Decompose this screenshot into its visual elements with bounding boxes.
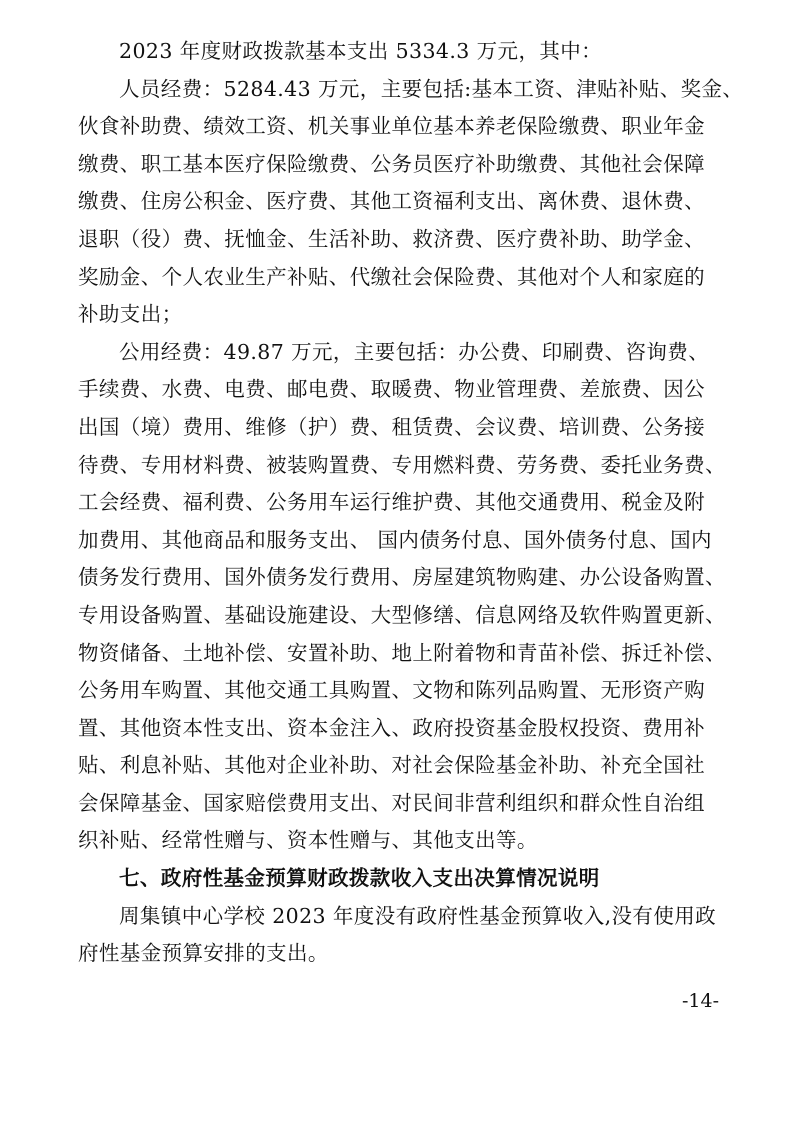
paragraph-public-line: 工会经费、福利费、公务用车运行维护费、其他交通费用、税金及附 [78, 490, 705, 515]
paragraph-personnel-line: 奖励金、个人农业生产补贴、代缴社会保险费、其他对个人和家庭的 [78, 264, 705, 289]
paragraph-public-line: 出国（境）费用、维修（护）费、租赁费、会议费、培训费、公务接 [78, 414, 705, 439]
paragraph-public-line: 手续费、水费、电费、邮电费、取暖费、物业管理费、差旅费、因公 [78, 377, 705, 402]
paragraph-public-line: 物资储备、土地补偿、安置补助、地上附着物和青苗补偿、拆迁补偿、 [78, 640, 726, 665]
paragraph-public-line: 待费、专用材料费、被装购置费、专用燃料费、劳务费、委托业务费、 [78, 452, 726, 477]
paragraph-public-line: 公务用车购置、其他交通工具购置、文物和陈列品购置、无形资产购 [78, 678, 705, 703]
paragraph-public-line: 织补贴、经常性赠与、资本性赠与、其他支出等。 [78, 828, 538, 853]
paragraph-public-line: 会保障基金、国家赔偿费用支出、对民间非营利组织和群众性自治组 [78, 790, 705, 815]
document-body [78, 33, 744, 973]
paragraph-public-line: 贴、利息补贴、其他对企业补助、对社会保险基金补助、补充全国社 [78, 753, 705, 778]
paragraph-public-line: 公用经费：49.87 万元，主要包括：办公费、印刷费、咨询费、 [119, 339, 710, 364]
paragraph-public-line: 债务发行费用、国外债务发行费用、房屋建筑物购建、办公设备购置、 [78, 565, 726, 590]
paragraph-personnel-line: 缴费、住房公积金、医疗费、其他工资福利支出、离休费、退休费、 [78, 189, 705, 214]
paragraph-personnel-line: 补助支出； [78, 302, 183, 327]
paragraph-personnel-line: 退职（役）费、抚恤金、生活补助、救济费、医疗费补助、助学金、 [78, 226, 705, 251]
paragraph-public-line: 加费用、其他商品和服务支出、 国内债务付息、国外债务付息、国内 [78, 527, 712, 552]
paragraph-basic-expenditure: 2023 年度财政拨款基本支出 5334.3 万元，其中： [119, 39, 603, 63]
paragraph-personnel-line: 人员经费：5284.43 万元，主要包括:基本工资、津贴补贴、奖金、 [119, 76, 744, 101]
paragraph-public-line: 置、其他资本性支出、资本金注入、政府投资基金股权投资、费用补 [78, 715, 705, 740]
paragraph-public-line: 专用设备购置、基础设施建设、大型修缮、信息网络及软件购置更新、 [78, 602, 726, 627]
paragraph-personnel-line: 伙食补助费、绩效工资、机关事业单位基本养老保险缴费、职业年金 [78, 114, 705, 139]
paragraph-personnel-line: 缴费、职工基本医疗保险缴费、公务员医疗补助缴费、其他社会保障 [78, 151, 705, 176]
paragraph-closing-line: 周集镇中心学校 2023 年度没有政府性基金预算收入,没有使用政 [119, 903, 717, 928]
page-number: -14- [681, 990, 719, 1012]
section-heading: 七、政府性基金预算财政拨款收入支出决算情况说明 [119, 866, 600, 891]
paragraph-closing-line: 府性基金预算安排的支出。 [78, 941, 329, 966]
